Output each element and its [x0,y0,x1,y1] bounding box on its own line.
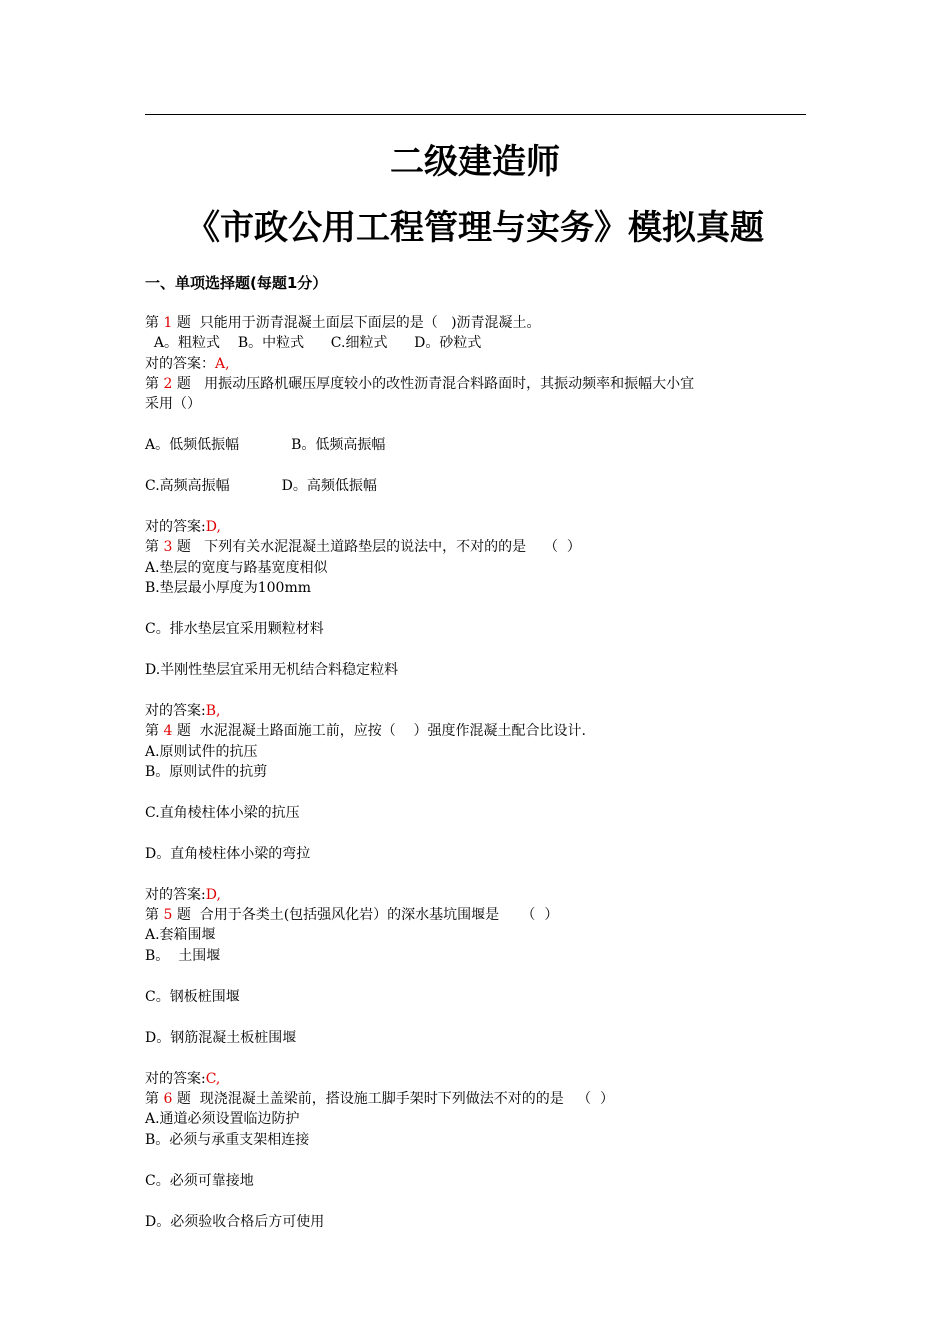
answer-value: A, [215,355,230,372]
question-number: 2 [163,375,173,392]
question-1: 第 1 题 只能用于沥青混凝土面层下面层的是（ )沥青混凝土。 [145,315,541,331]
option-a: A.套箱围堰 [145,927,216,944]
question-number: 5 [163,907,173,924]
option-c: C。必须可靠接地 [145,1172,254,1189]
answer-5: 对的答案:C, [145,1070,221,1087]
answer-4: 对的答案:D, [145,886,221,903]
option-b: B。 土围堰 [145,947,221,964]
question-list [145,313,810,1232]
question-number: 1 [163,315,173,331]
answer-value: B, [205,702,221,719]
option-a: A.通道必须设置临边防护 [145,1111,300,1128]
question-2: 第 2 题 用振动压路机碾压厚度较小的改性沥青混合料路面时，其振动频率和振幅大小宜 [145,375,695,392]
option-d: D.半刚性垫层宜采用无机结合料稳定粒料 [145,662,399,678]
question-number: 3 [163,539,173,556]
option-d: D。直角棱柱体小梁的弯拉 [145,845,311,862]
option-a: A.原则试件的抗压 [145,743,258,760]
answer-value: D, [205,519,221,536]
page-title: 二级建造师 [390,142,560,182]
option-d: D。必须验收合格后方可使用 [145,1213,325,1230]
option-c: C.高频高振幅 [145,478,230,495]
answer-1: 对的答案：A, [145,355,230,372]
option-b: B。原则试件的抗剪 [145,763,268,780]
question-4: 第 4 题 水泥混凝土路面施工前，应按（ ）强度作混凝土配合比设计. [145,723,586,740]
answer-value: D, [205,886,221,903]
page-subtitle: 《市政公用工程管理与实务》模拟真题 [186,208,764,248]
option-c: C。钢板桩围堰 [145,988,240,1005]
option-b: B。必须与承重支架相连接 [145,1131,310,1148]
option-d: D。钢筋混凝土板桩围堰 [145,1029,297,1046]
header-rule [145,114,806,115]
option-d: D。高频低振幅 [281,478,377,495]
question-6: 第 6 题 现浇混凝土盖梁前，搭设施工脚手架时下列做法不对的的是 （ ） [145,1090,614,1107]
question-number: 4 [163,723,173,740]
option-b: B.垫层最小厚度为100mm [145,580,312,597]
question-5: 第 5 题 合用于各类土(包括强风化岩）的深水基坑围堰是 （ ） [145,907,559,924]
answer-3: 对的答案:B, [145,702,221,719]
question-2-continued: 采用（） [145,396,201,413]
option-b: B。低频高振幅 [291,437,386,454]
option-a: A.垫层的宽度与路基宽度相似 [145,559,328,576]
question-2-options-ab [145,435,810,455]
question-2-options-cd [145,476,810,496]
question-1-options: A。粗粒式 B。中粒式 C.细粒式 D。砂粒式 [145,335,482,352]
option-a: A。低频低振幅 [145,437,240,454]
answer-value: C, [205,1070,221,1087]
section-heading: 一、单项选择题(每题1分） [145,274,328,292]
question-number: 6 [163,1090,173,1107]
option-c: C.直角棱柱体小梁的抗压 [145,804,300,821]
option-c: C。排水垫层宜采用颗粒材料 [145,621,324,638]
answer-2: 对的答案:D, [145,519,221,536]
question-3: 第 3 题 下列有关水泥混凝土道路垫层的说法中，不对的的是 （ ） [145,539,581,556]
